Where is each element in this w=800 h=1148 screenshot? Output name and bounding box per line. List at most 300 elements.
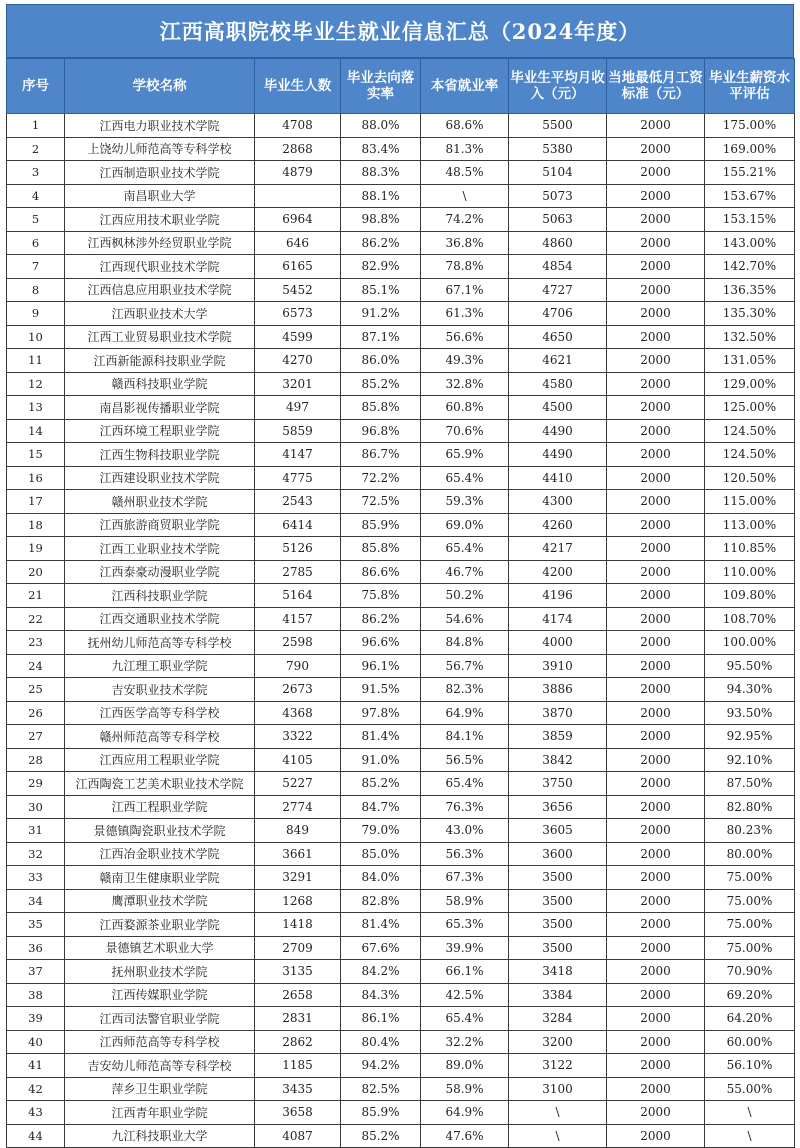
cell-school: 江西婺源茶业职业学院 <box>65 913 255 937</box>
cell-local: 47.6% <box>421 1124 509 1148</box>
table-row <box>7 208 795 232</box>
cell-placement: 85.9% <box>341 513 421 537</box>
cell-placement: 85.0% <box>341 842 421 866</box>
cell-minwage: 2000 <box>607 631 705 655</box>
cell-graduates: 2658 <box>255 983 341 1007</box>
cell-income: 5500 <box>509 114 607 138</box>
cell-level: 175.00% <box>705 114 795 138</box>
cell-minwage: 2000 <box>607 255 705 279</box>
cell-school: 江西职业技术大学 <box>65 302 255 326</box>
cell-income: 4500 <box>509 396 607 420</box>
cell-level: 124.50% <box>705 443 795 467</box>
cell-income: 3500 <box>509 889 607 913</box>
cell-level: 115.00% <box>705 490 795 514</box>
cell-placement: 85.8% <box>341 396 421 420</box>
cell-seq: 16 <box>7 466 65 490</box>
header-income: 毕业生平均月收入（元） <box>509 59 607 114</box>
table-row <box>7 584 795 608</box>
cell-income: 3200 <box>509 1030 607 1054</box>
table-row <box>7 349 795 373</box>
cell-seq: 12 <box>7 372 65 396</box>
table-row <box>7 490 795 514</box>
table-row <box>7 1054 795 1078</box>
table-row <box>7 983 795 1007</box>
cell-placement: 97.8% <box>341 701 421 725</box>
cell-seq: 22 <box>7 607 65 631</box>
cell-placement: 91.2% <box>341 302 421 326</box>
cell-level: 60.00% <box>705 1030 795 1054</box>
cell-local: 67.1% <box>421 278 509 302</box>
cell-placement: 88.1% <box>341 184 421 208</box>
cell-minwage: 2000 <box>607 607 705 631</box>
cell-seq: 17 <box>7 490 65 514</box>
cell-income: 3384 <box>509 983 607 1007</box>
cell-graduates: 1185 <box>255 1054 341 1078</box>
summary-sheet <box>6 4 794 1148</box>
cell-local: 48.5% <box>421 161 509 185</box>
cell-level: 75.00% <box>705 866 795 890</box>
cell-school: 九江理工职业学院 <box>65 654 255 678</box>
cell-local: 54.6% <box>421 607 509 631</box>
cell-minwage: 2000 <box>607 302 705 326</box>
cell-minwage: 2000 <box>607 678 705 702</box>
cell-placement: 85.1% <box>341 278 421 302</box>
cell-placement: 91.5% <box>341 678 421 702</box>
cell-school: 江西师范高等专科学校 <box>65 1030 255 1054</box>
cell-placement: 75.8% <box>341 584 421 608</box>
cell-income: 4196 <box>509 584 607 608</box>
cell-minwage: 2000 <box>607 866 705 890</box>
cell-school: 江西旅游商贸职业学院 <box>65 513 255 537</box>
cell-graduates: 4270 <box>255 349 341 373</box>
cell-level: 113.00% <box>705 513 795 537</box>
cell-school: 江西传媒职业学院 <box>65 983 255 1007</box>
cell-school: 江西环境工程职业学院 <box>65 419 255 443</box>
cell-level: \ <box>705 1124 795 1148</box>
cell-seq: 10 <box>7 325 65 349</box>
cell-minwage: 2000 <box>607 349 705 373</box>
cell-local: 59.3% <box>421 490 509 514</box>
cell-graduates: 6165 <box>255 255 341 279</box>
header-row <box>7 59 795 114</box>
cell-seq: 32 <box>7 842 65 866</box>
cell-graduates: 3322 <box>255 725 341 749</box>
table-row <box>7 372 795 396</box>
cell-seq: 4 <box>7 184 65 208</box>
cell-income: 4490 <box>509 419 607 443</box>
table-row <box>7 795 795 819</box>
cell-school: 江西交通职业技术学院 <box>65 607 255 631</box>
cell-seq: 26 <box>7 701 65 725</box>
table-row <box>7 184 795 208</box>
cell-income: 3100 <box>509 1077 607 1101</box>
cell-local: 56.3% <box>421 842 509 866</box>
cell-level: 124.50% <box>705 419 795 443</box>
table-row <box>7 701 795 725</box>
table-row <box>7 889 795 913</box>
cell-placement: 94.2% <box>341 1054 421 1078</box>
cell-graduates: 3291 <box>255 866 341 890</box>
cell-school: 景德镇陶瓷职业技术学院 <box>65 819 255 843</box>
table-row <box>7 255 795 279</box>
cell-income: 4260 <box>509 513 607 537</box>
cell-level: 56.10% <box>705 1054 795 1078</box>
cell-local: 69.0% <box>421 513 509 537</box>
cell-seq: 31 <box>7 819 65 843</box>
cell-local: 60.8% <box>421 396 509 420</box>
cell-graduates: 3661 <box>255 842 341 866</box>
cell-school: 江西新能源科技职业学院 <box>65 349 255 373</box>
cell-seq: 6 <box>7 231 65 255</box>
cell-placement: 79.0% <box>341 819 421 843</box>
cell-local: 50.2% <box>421 584 509 608</box>
table-row <box>7 325 795 349</box>
header-level: 毕业生薪资水平评估 <box>705 59 795 114</box>
cell-graduates: 646 <box>255 231 341 255</box>
cell-school: 江西制造职业技术学院 <box>65 161 255 185</box>
cell-seq: 38 <box>7 983 65 1007</box>
cell-minwage: 2000 <box>607 208 705 232</box>
cell-minwage: 2000 <box>607 1007 705 1031</box>
cell-placement: 86.0% <box>341 349 421 373</box>
cell-income: 3859 <box>509 725 607 749</box>
cell-seq: 25 <box>7 678 65 702</box>
cell-level: 143.00% <box>705 231 795 255</box>
table-row <box>7 772 795 796</box>
cell-school: 江西科技职业学院 <box>65 584 255 608</box>
cell-seq: 21 <box>7 584 65 608</box>
cell-school: 江西现代职业技术学院 <box>65 255 255 279</box>
cell-minwage: 2000 <box>607 772 705 796</box>
cell-placement: 86.6% <box>341 560 421 584</box>
cell-seq: 23 <box>7 631 65 655</box>
cell-seq: 27 <box>7 725 65 749</box>
cell-graduates: 3201 <box>255 372 341 396</box>
cell-seq: 40 <box>7 1030 65 1054</box>
table-row <box>7 1030 795 1054</box>
cell-school: 吉安职业技术学院 <box>65 678 255 702</box>
cell-minwage: 2000 <box>607 513 705 537</box>
table-row <box>7 631 795 655</box>
cell-seq: 33 <box>7 866 65 890</box>
cell-minwage: 2000 <box>607 889 705 913</box>
cell-level: 100.00% <box>705 631 795 655</box>
cell-level: 75.00% <box>705 889 795 913</box>
table-row <box>7 1124 795 1148</box>
cell-placement: 86.2% <box>341 231 421 255</box>
cell-seq: 29 <box>7 772 65 796</box>
cell-school: 江西陶瓷工艺美术职业技术学院 <box>65 772 255 796</box>
cell-school: 江西工业职业技术学院 <box>65 537 255 561</box>
cell-seq: 44 <box>7 1124 65 1148</box>
cell-local: 58.9% <box>421 1077 509 1101</box>
cell-graduates: 5126 <box>255 537 341 561</box>
cell-income: 3842 <box>509 748 607 772</box>
cell-income: 3870 <box>509 701 607 725</box>
cell-school: 江西泰豪动漫职业学院 <box>65 560 255 584</box>
cell-income: 3750 <box>509 772 607 796</box>
cell-local: 32.8% <box>421 372 509 396</box>
cell-income: 3656 <box>509 795 607 819</box>
cell-graduates: 2831 <box>255 1007 341 1031</box>
table-row <box>7 560 795 584</box>
cell-graduates: 2862 <box>255 1030 341 1054</box>
table-row <box>7 913 795 937</box>
cell-level: 142.70% <box>705 255 795 279</box>
cell-level: 93.50% <box>705 701 795 725</box>
cell-seq: 42 <box>7 1077 65 1101</box>
cell-graduates: 6964 <box>255 208 341 232</box>
cell-placement: 85.2% <box>341 372 421 396</box>
cell-graduates: 4368 <box>255 701 341 725</box>
cell-school: 江西信息应用职业技术学院 <box>65 278 255 302</box>
cell-placement: 82.9% <box>341 255 421 279</box>
cell-school: 赣西科技职业学院 <box>65 372 255 396</box>
cell-placement: 67.6% <box>341 936 421 960</box>
cell-placement: 84.7% <box>341 795 421 819</box>
table-row <box>7 114 795 138</box>
cell-placement: 85.8% <box>341 537 421 561</box>
cell-level: 55.00% <box>705 1077 795 1101</box>
cell-local: 81.3% <box>421 137 509 161</box>
header-graduates: 毕业生人数 <box>255 59 341 114</box>
cell-placement: 86.1% <box>341 1007 421 1031</box>
cell-level: 95.50% <box>705 654 795 678</box>
cell-local: 49.3% <box>421 349 509 373</box>
cell-minwage: 2000 <box>607 466 705 490</box>
cell-school: 景德镇艺术职业大学 <box>65 936 255 960</box>
cell-graduates: 4157 <box>255 607 341 631</box>
cell-graduates: 1268 <box>255 889 341 913</box>
cell-school: 鹰潭职业技术学院 <box>65 889 255 913</box>
cell-placement: 96.8% <box>341 419 421 443</box>
cell-placement: 91.0% <box>341 748 421 772</box>
cell-income: 4860 <box>509 231 607 255</box>
cell-placement: 82.8% <box>341 889 421 913</box>
cell-school: 抚州幼儿师范高等专科学校 <box>65 631 255 655</box>
table-row <box>7 748 795 772</box>
cell-local: 66.1% <box>421 960 509 984</box>
cell-income: 5063 <box>509 208 607 232</box>
cell-school: 江西医学高等专科学校 <box>65 701 255 725</box>
cell-graduates: 1418 <box>255 913 341 937</box>
cell-income: 3886 <box>509 678 607 702</box>
cell-graduates: 4087 <box>255 1124 341 1148</box>
cell-level: 64.20% <box>705 1007 795 1031</box>
cell-minwage: 2000 <box>607 913 705 937</box>
cell-minwage: 2000 <box>607 1077 705 1101</box>
cell-placement: 84.0% <box>341 866 421 890</box>
cell-income: 3284 <box>509 1007 607 1031</box>
cell-graduates: 5452 <box>255 278 341 302</box>
cell-minwage: 2000 <box>607 960 705 984</box>
cell-graduates: 3135 <box>255 960 341 984</box>
cell-graduates: 5227 <box>255 772 341 796</box>
cell-seq: 28 <box>7 748 65 772</box>
cell-local: \ <box>421 184 509 208</box>
cell-graduates: 790 <box>255 654 341 678</box>
cell-placement: 82.5% <box>341 1077 421 1101</box>
cell-level: 70.90% <box>705 960 795 984</box>
cell-income: 4174 <box>509 607 607 631</box>
cell-placement: 72.5% <box>341 490 421 514</box>
table-row <box>7 1007 795 1031</box>
cell-local: 68.6% <box>421 114 509 138</box>
cell-graduates: 2868 <box>255 137 341 161</box>
cell-income: 3910 <box>509 654 607 678</box>
cell-minwage: 2000 <box>607 443 705 467</box>
cell-level: 153.15% <box>705 208 795 232</box>
cell-local: 32.2% <box>421 1030 509 1054</box>
table-row <box>7 161 795 185</box>
cell-school: 上饶幼儿师范高等专科学校 <box>65 137 255 161</box>
cell-minwage: 2000 <box>607 396 705 420</box>
cell-minwage: 2000 <box>607 748 705 772</box>
cell-placement: 87.1% <box>341 325 421 349</box>
cell-level: 92.10% <box>705 748 795 772</box>
cell-seq: 14 <box>7 419 65 443</box>
cell-minwage: 2000 <box>607 137 705 161</box>
cell-minwage: 2000 <box>607 983 705 1007</box>
table-row <box>7 960 795 984</box>
cell-seq: 15 <box>7 443 65 467</box>
cell-level: 155.21% <box>705 161 795 185</box>
table-row <box>7 1101 795 1125</box>
cell-graduates: 6414 <box>255 513 341 537</box>
cell-income: 4000 <box>509 631 607 655</box>
cell-school: 江西工程职业学院 <box>65 795 255 819</box>
cell-level: 80.23% <box>705 819 795 843</box>
cell-graduates: 5859 <box>255 419 341 443</box>
cell-minwage: 2000 <box>607 936 705 960</box>
cell-school: 赣州职业技术学院 <box>65 490 255 514</box>
cell-seq: 39 <box>7 1007 65 1031</box>
cell-placement: 96.6% <box>341 631 421 655</box>
cell-minwage: 2000 <box>607 419 705 443</box>
cell-income: \ <box>509 1124 607 1148</box>
table-row <box>7 278 795 302</box>
cell-placement: 81.4% <box>341 725 421 749</box>
cell-school: 南昌影视传播职业学院 <box>65 396 255 420</box>
table-row <box>7 396 795 420</box>
table-row <box>7 419 795 443</box>
cell-local: 70.6% <box>421 419 509 443</box>
cell-placement: 96.1% <box>341 654 421 678</box>
table-title: 江西高职院校毕业生就业信息汇总（2024年度） <box>6 4 794 58</box>
cell-income: 3418 <box>509 960 607 984</box>
cell-local: 64.9% <box>421 701 509 725</box>
cell-level: 108.70% <box>705 607 795 631</box>
cell-seq: 20 <box>7 560 65 584</box>
cell-level: 109.80% <box>705 584 795 608</box>
cell-seq: 8 <box>7 278 65 302</box>
cell-level: 69.20% <box>705 983 795 1007</box>
cell-income: 4580 <box>509 372 607 396</box>
cell-placement: 81.4% <box>341 913 421 937</box>
table-row <box>7 842 795 866</box>
cell-income: \ <box>509 1101 607 1125</box>
cell-placement: 85.2% <box>341 1124 421 1148</box>
cell-minwage: 2000 <box>607 701 705 725</box>
cell-local: 84.1% <box>421 725 509 749</box>
cell-minwage: 2000 <box>607 231 705 255</box>
cell-income: 3500 <box>509 936 607 960</box>
cell-school: 九江科技职业大学 <box>65 1124 255 1148</box>
cell-minwage: 2000 <box>607 184 705 208</box>
cell-graduates: 849 <box>255 819 341 843</box>
cell-seq: 41 <box>7 1054 65 1078</box>
table-row <box>7 513 795 537</box>
cell-income: 4490 <box>509 443 607 467</box>
table-row <box>7 607 795 631</box>
cell-graduates: 3435 <box>255 1077 341 1101</box>
cell-placement: 88.0% <box>341 114 421 138</box>
cell-seq: 11 <box>7 349 65 373</box>
cell-placement: 72.2% <box>341 466 421 490</box>
cell-level: 120.50% <box>705 466 795 490</box>
cell-school: 江西工业贸易职业技术学院 <box>65 325 255 349</box>
cell-seq: 36 <box>7 936 65 960</box>
cell-income: 4650 <box>509 325 607 349</box>
cell-income: 4200 <box>509 560 607 584</box>
cell-level: 135.30% <box>705 302 795 326</box>
cell-local: 61.3% <box>421 302 509 326</box>
cell-school: 抚州职业技术学院 <box>65 960 255 984</box>
cell-local: 58.9% <box>421 889 509 913</box>
cell-local: 84.8% <box>421 631 509 655</box>
cell-income: 4854 <box>509 255 607 279</box>
cell-local: 78.8% <box>421 255 509 279</box>
table-row <box>7 231 795 255</box>
cell-level: \ <box>705 1101 795 1125</box>
cell-local: 67.3% <box>421 866 509 890</box>
cell-income: 5380 <box>509 137 607 161</box>
cell-graduates: 2543 <box>255 490 341 514</box>
cell-level: 94.30% <box>705 678 795 702</box>
cell-level: 75.00% <box>705 936 795 960</box>
cell-level: 169.00% <box>705 137 795 161</box>
cell-placement: 83.4% <box>341 137 421 161</box>
table-row <box>7 302 795 326</box>
cell-income: 4217 <box>509 537 607 561</box>
cell-income: 3600 <box>509 842 607 866</box>
cell-income: 3605 <box>509 819 607 843</box>
table-row <box>7 537 795 561</box>
cell-seq: 19 <box>7 537 65 561</box>
cell-local: 56.6% <box>421 325 509 349</box>
cell-local: 65.4% <box>421 537 509 561</box>
cell-level: 87.50% <box>705 772 795 796</box>
cell-local: 65.4% <box>421 772 509 796</box>
cell-school: 江西电力职业技术学院 <box>65 114 255 138</box>
cell-local: 65.4% <box>421 466 509 490</box>
table-row <box>7 936 795 960</box>
header-minwage: 当地最低月工资标准（元） <box>607 59 705 114</box>
cell-seq: 9 <box>7 302 65 326</box>
cell-placement: 85.9% <box>341 1101 421 1125</box>
table-row <box>7 866 795 890</box>
cell-school: 南昌职业大学 <box>65 184 255 208</box>
cell-graduates: 3658 <box>255 1101 341 1125</box>
cell-income: 4300 <box>509 490 607 514</box>
cell-minwage: 2000 <box>607 1124 705 1148</box>
table-row <box>7 443 795 467</box>
cell-school: 江西司法警官职业学院 <box>65 1007 255 1031</box>
header-seq: 序号 <box>7 59 65 114</box>
cell-minwage: 2000 <box>607 725 705 749</box>
cell-graduates: 4105 <box>255 748 341 772</box>
cell-school: 江西应用技术职业学院 <box>65 208 255 232</box>
